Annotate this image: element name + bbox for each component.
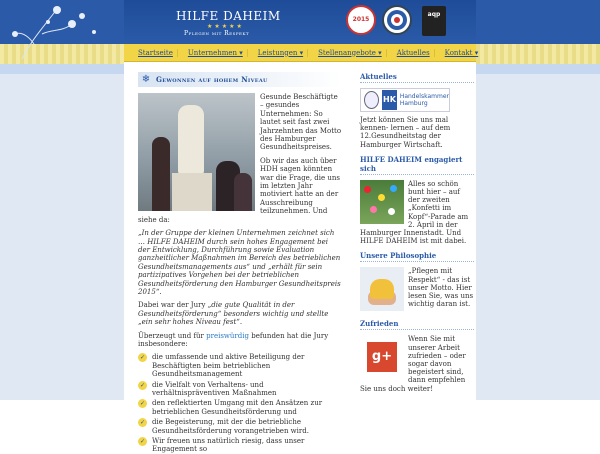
sidebar-zufrieden xyxy=(360,319,474,392)
logo-stars: ★★★★★ xyxy=(207,23,244,30)
hk-logo-text-line1: Handelskammer xyxy=(399,93,449,100)
section-header xyxy=(138,72,342,87)
criteria-list xyxy=(138,353,342,453)
nav-unternehmen[interactable]: Unternehmen ▾ xyxy=(184,49,248,57)
page-container xyxy=(124,0,479,454)
list-item xyxy=(138,381,342,398)
jury-quote xyxy=(138,229,342,296)
snowflake-icon: ❄ xyxy=(141,73,151,85)
section-title: Gewonnen auf hohem Niveau xyxy=(156,75,268,84)
list-item-text: die Begeisterung, mit der die betriebliche Gesundheitsförderung vorangetrieben wird. xyxy=(152,418,309,435)
seal-badge-icon xyxy=(382,5,412,35)
sidebar-philosophie xyxy=(360,251,474,313)
list-item xyxy=(138,418,342,435)
award-badge-2015 xyxy=(346,5,376,35)
floral-decoration-icon xyxy=(12,4,107,59)
sidebar-philosophie-text: „Pflegen mit Respekt“ - das ist unser Motto. Hier lesen Sie, was uns wichtig daran ist. xyxy=(408,267,474,309)
nav-kontakt[interactable]: Kontakt ▾ xyxy=(444,48,479,57)
list-item-text: die Vielfalt von Verhaltens- und verhältnispräventiven Maßnahmen xyxy=(152,380,277,397)
jury-text-pre: Dabei war der Jury xyxy=(138,301,208,310)
check-icon: ✓ xyxy=(139,400,146,408)
jury-text-italic: „die gute Qualität in der Gesundheitsförderung“ besonders wichtig und stellte „ein sehr hohes Niveau fest“ xyxy=(138,301,329,327)
hk-logo-text xyxy=(400,93,449,107)
nav-leistungen[interactable]: Leistungen ▾ xyxy=(254,49,308,57)
award-badge-year: 2015 xyxy=(352,16,370,23)
criteria-text-pre: Überzeugt und für xyxy=(138,331,207,340)
list-item-text: den reflektierten Umgang mit den Ansätzen zur betrieblichen Gesundheitsförderung und xyxy=(152,399,323,416)
heart-hand-photo[interactable] xyxy=(360,267,404,311)
motivation-paragraph: Ob wir das auch über HDH sagen könnten war die Frage, die uns im letzten Jahr motiviert hatte an der Ausschreibung teilzunehmen. Und siehe da: xyxy=(138,156,340,224)
main-navigation xyxy=(124,44,479,62)
criteria-paragraph xyxy=(138,332,342,349)
jury-quote-text: „In der Gruppe der kleinen Unternehmen zeichnet sich … HILFE DAHEIM durch sein hohes Engagement bei der Entwicklung, Durchführung sowie Evaluation ganzheitlicher Maßnahmen im Bereich des betrieblichen Gesundheitsmanagements aus“ und „erhält für sein partizipatives Vorgehen bei der betrieblichen Gesundheitsförderung den Hamburger Gesundheitspreis 2015“. xyxy=(138,229,341,296)
sidebar-heading-aktuelles[interactable]: Aktuelles xyxy=(360,72,474,83)
hk-logo-mark: HK xyxy=(382,90,397,110)
sidebar xyxy=(360,72,474,400)
aqp-badge-label: aqp xyxy=(427,11,441,18)
sidebar-engagiert xyxy=(360,155,474,246)
site-logo-title[interactable]: HILFE DAHEIM xyxy=(176,9,281,23)
sidebar-zufrieden-text: Wenn Sie mit unserer Arbeit zufrieden – oder sogar davon begeistert sind, dann empfehlen Sie uns doch weiter! xyxy=(360,335,466,393)
list-item xyxy=(138,437,342,454)
nav-stellenangebote[interactable]: Stellenangebote ▾ xyxy=(314,49,387,57)
google-plus-icon[interactable] xyxy=(360,335,404,379)
google-plus-label: g+ xyxy=(367,342,397,372)
preiswuerdig-link[interactable]: preiswürdig xyxy=(206,331,249,340)
jury-text-post: . xyxy=(239,318,243,327)
award-photo xyxy=(138,93,255,211)
aqp-badge xyxy=(422,6,446,36)
list-item-text: Wir freuen uns natürlich riesig, dass unser Engagement so xyxy=(152,437,305,454)
hk-logo-text-line2: Hamburg xyxy=(399,100,428,107)
site-logo-subtitle: Pflegen mit Respekt xyxy=(184,30,250,37)
list-item-text: die umfassende und aktive Beteiligung der Beschäftigten beim betrieblichen Gesundheitsmanagement xyxy=(152,353,305,379)
handelskammer-logo[interactable] xyxy=(360,88,450,112)
sidebar-heading-zufrieden[interactable]: Zufrieden xyxy=(360,319,474,330)
main-content xyxy=(138,72,342,454)
intro-paragraph: Gesunde Beschäftigte – gesundes Unternehmen: So lautet seit fast zwei Jahrzehnten das Motto des Hamburger Gesundheitspreises. xyxy=(260,93,342,152)
check-icon: ✓ xyxy=(139,419,146,427)
nav-startseite[interactable]: Startseite xyxy=(134,49,178,57)
sidebar-heading-philosophie[interactable]: Unsere Philosophie xyxy=(360,251,474,262)
sidebar-aktuelles xyxy=(360,72,474,149)
check-icon: ✓ xyxy=(139,438,146,446)
list-item xyxy=(138,353,342,378)
sidebar-engagiert-text: Alles so schön bunt hier – auf der zweiten „Konfetti im Kopf“-Parade am 2. April in der Hamburger Innenstadt. Und HILFE DAHEIM ist mit dabei. xyxy=(360,179,469,246)
site-header xyxy=(124,0,476,44)
sidebar-heading-engagiert[interactable]: HILFE DAHEIM engagiert sich xyxy=(360,155,474,175)
hamburg-crest-icon xyxy=(364,91,379,109)
check-icon: ✓ xyxy=(139,354,146,362)
parade-photo[interactable] xyxy=(360,180,404,224)
check-icon: ✓ xyxy=(139,381,146,389)
jury-paragraph xyxy=(138,301,342,326)
criteria-text-post: befunden hat die Jury insbesondere: xyxy=(138,331,329,348)
list-item xyxy=(138,399,342,416)
nav-aktuelles[interactable]: Aktuelles xyxy=(393,49,435,57)
sidebar-aktuelles-text: Jetzt können Sie uns mal kennen- lernen – auf dem 12.Gesundheitstag der Hamburger Wirtschaft. xyxy=(360,116,451,149)
